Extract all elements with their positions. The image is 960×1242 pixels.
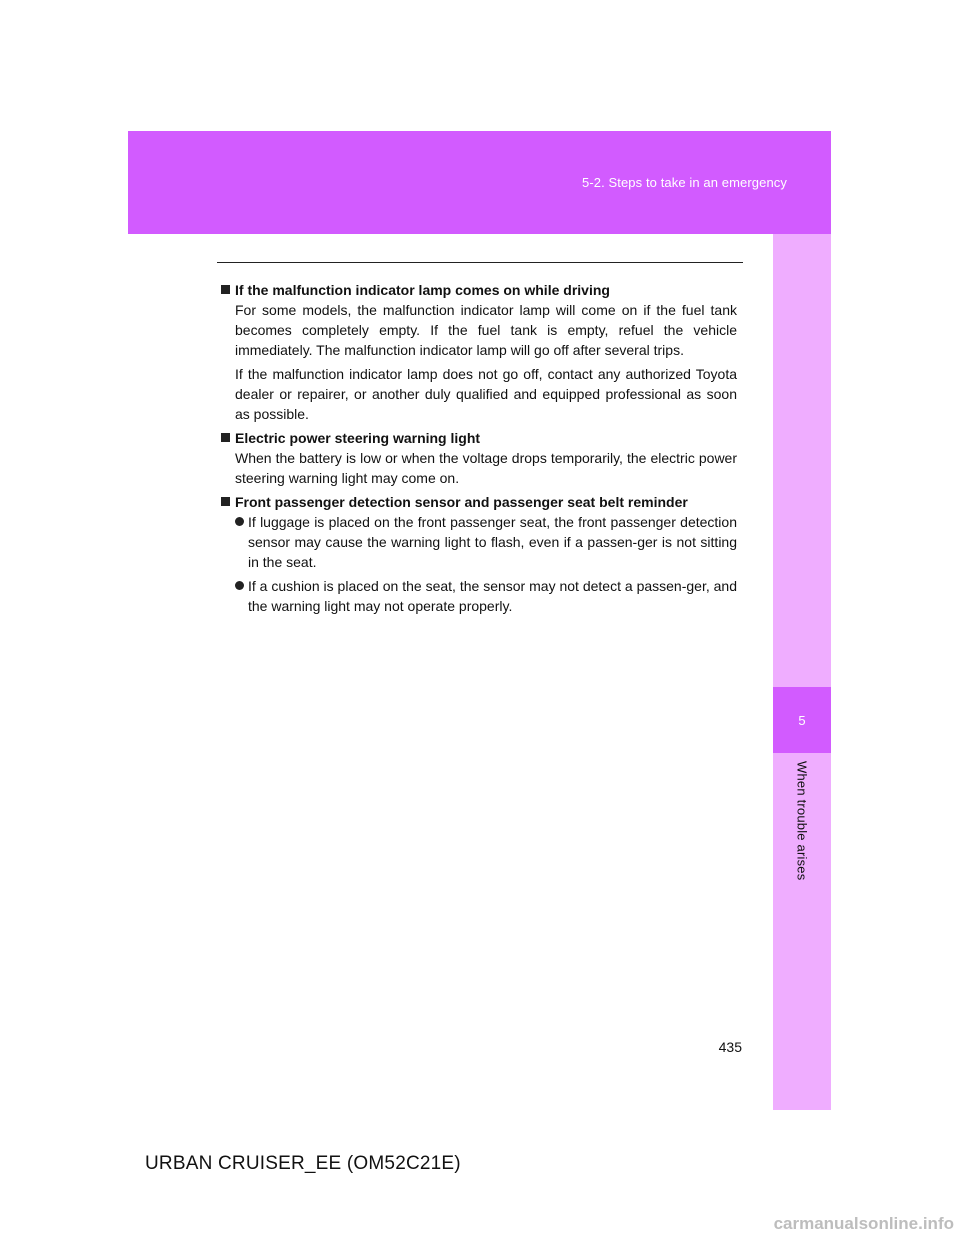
square-bullet-icon [221,497,230,506]
list-item [221,576,737,616]
section-heading [221,492,737,512]
manual-code: URBAN CRUISER_EE (OM52C21E) [145,1153,461,1174]
chapter-tab[interactable] [773,687,831,753]
section-heading [221,428,737,448]
divider [217,262,743,263]
heading-text: Front passenger detection sensor and passenger seat belt reminder [235,494,688,510]
section-title: 5-2. Steps to take in an emergency [581,175,787,190]
square-bullet-icon [221,285,230,294]
round-bullet-icon [235,581,244,590]
header-band [128,131,831,234]
paragraph: When the battery is low or when the voltage drops temporarily, the electric power steering warning light may come on. [235,450,737,486]
page-content [221,280,737,620]
list-item [221,512,737,572]
watermark: carmanualsonline.info [773,1214,954,1233]
chapter-number: 5 [798,713,806,728]
square-bullet-icon [221,433,230,442]
heading-text: Electric power steering warning light [235,430,481,446]
list-item-text: If a cushion is placed on the seat, the sensor may not detect a passen-ger, and the warning light may not operate properly. [248,578,737,614]
page-number: 435 [718,1039,742,1055]
section-heading [221,280,737,300]
paragraph: If the malfunction indicator lamp does not go off, contact any authorized Toyota dealer or repairer, or another duly qualified and equipped professional as soon as possible. [235,366,737,422]
side-tab-lower [773,753,831,1110]
list-item-text: If luggage is placed on the front passenger seat, the front passenger detection sensor may cause the warning light to flash, even if a passen-ger is not sitting in the seat. [248,514,737,570]
chapter-title: When trouble arises [794,761,810,881]
round-bullet-icon [235,517,244,526]
side-tab-upper [773,234,831,687]
paragraph: For some models, the malfunction indicator lamp will come on if the fuel tank becomes completely empty. If the fuel tank is empty, refuel the vehicle immediately. The malfunction indicator lamp will go off after several trips. [235,302,737,358]
heading-text: If the malfunction indicator lamp comes on while driving [235,282,610,298]
